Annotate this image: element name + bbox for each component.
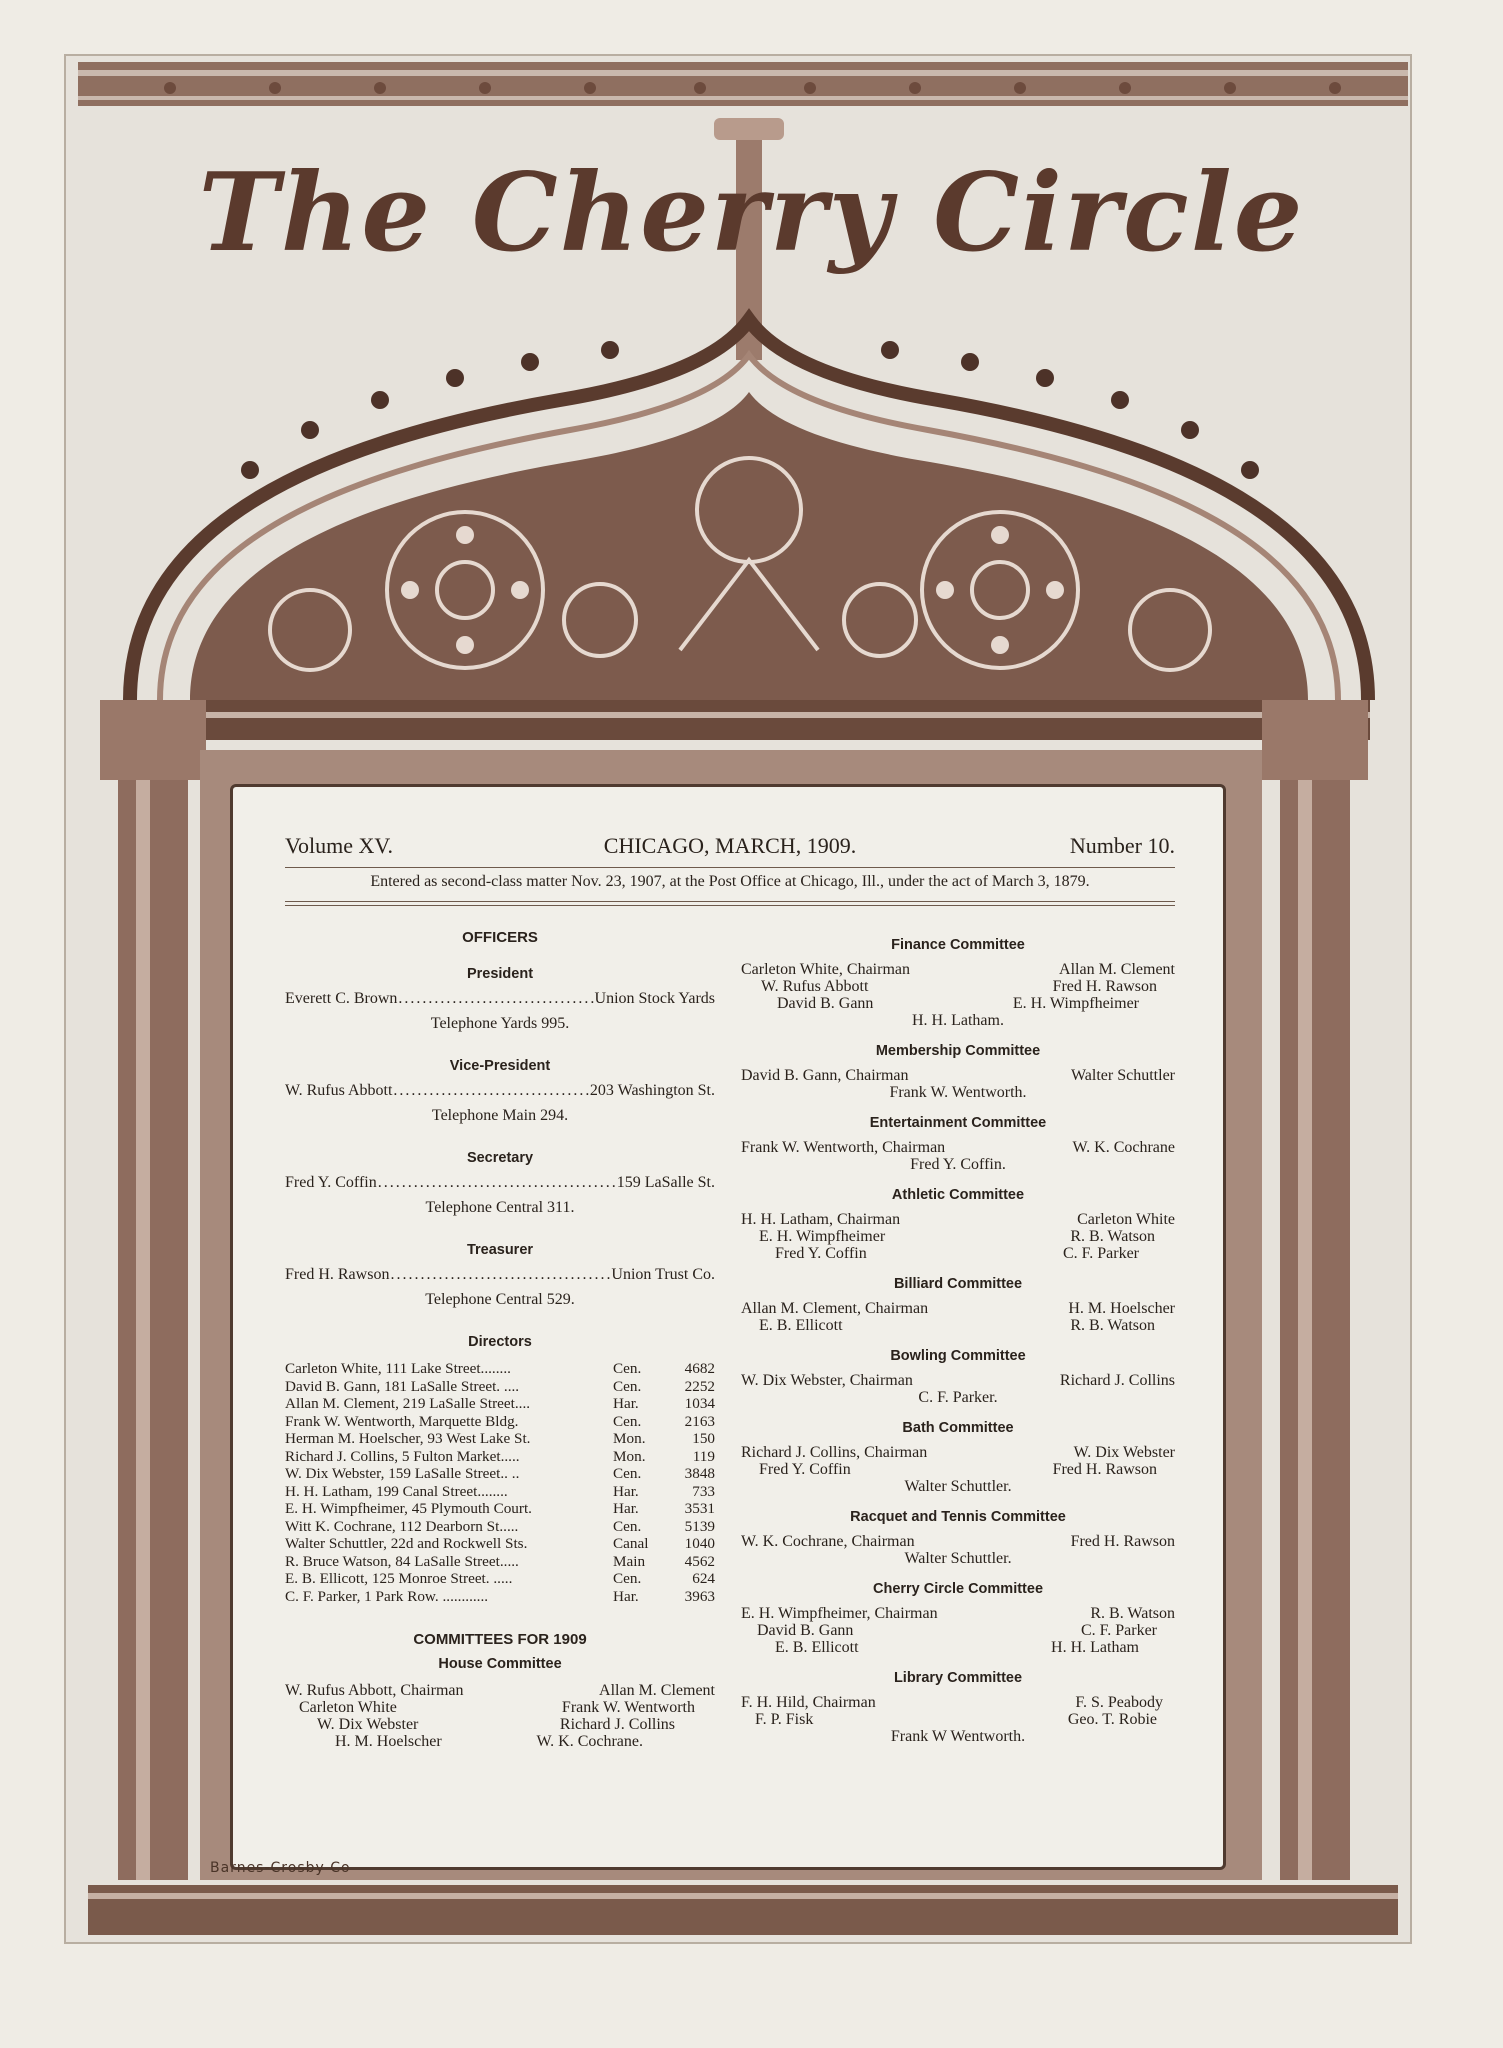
engraver-credit: Barnes-Crosby Co <box>210 1860 351 1876</box>
director-phone-number: 150 <box>692 1430 715 1447</box>
member-name: C. F. Parker. <box>918 1389 998 1406</box>
athletic-committee-title: Athletic Committee <box>891 1187 1025 1203</box>
president-entry <box>285 990 715 1008</box>
issue-number: Number 10. <box>1069 833 1175 858</box>
director-name-address: H. H. Latham, 199 Canal Street........ <box>285 1482 508 1500</box>
member-name: Carleton White <box>299 1699 397 1716</box>
entertainment-committee-title: Entertainment Committee <box>869 1115 1047 1131</box>
entry-notice: Entered as second-class matter Nov. 23, 1907, at the Post Office at Chicago, Ill., under the act of March 3, 1879. <box>370 873 1090 890</box>
library-committee-title: Library Committee <box>893 1670 1023 1686</box>
director-phone-number: 2252 <box>684 1377 715 1395</box>
director-phone-number: 2163 <box>684 1412 715 1430</box>
member-name: F. P. Fisk <box>755 1711 814 1728</box>
member-name: Richard J. Collins <box>1059 1372 1175 1389</box>
secretary-title: Secretary <box>466 1150 534 1166</box>
member-name: Geo. T. Robie <box>1067 1711 1157 1728</box>
racquet-committee-members <box>741 1533 1175 1567</box>
cherry-circle-committee-members <box>741 1605 1175 1656</box>
finial <box>714 118 784 140</box>
member-name: W. Dix Webster <box>317 1716 419 1733</box>
director-exchange: Cen. <box>613 1412 642 1430</box>
member-name: W. K. Cochrane, Chairman <box>741 1533 915 1550</box>
library-committee-members <box>741 1694 1175 1745</box>
member-name: E. H. Wimpfheimer <box>759 1228 886 1245</box>
rule <box>285 867 1175 868</box>
officer-phone: Telephone Central 311. <box>425 1199 575 1216</box>
member-name: E. H. Wimpfheimer <box>1012 995 1139 1012</box>
member-name: W. K. Cochrane. <box>536 1733 643 1750</box>
entertainment-committee-members <box>741 1139 1175 1173</box>
bath-committee-members <box>741 1444 1175 1495</box>
secretary-entry <box>285 1174 715 1192</box>
membership-committee-title: Membership Committee <box>875 1043 1041 1059</box>
director-phone-number: 3848 <box>684 1465 715 1482</box>
left-column <box>118 780 188 1880</box>
director-exchange: Cen. <box>613 1517 642 1535</box>
director-exchange: Har. <box>613 1395 639 1412</box>
officers-heading: OFFICERS <box>462 929 538 946</box>
member-name: Carleton White, Chairman <box>741 961 910 978</box>
racquet-committee-title: Racquet and Tennis Committee <box>850 1509 1066 1525</box>
contents-panel <box>230 784 1226 1870</box>
member-name: H. M. Hoelscher <box>1068 1300 1175 1317</box>
member-name: Fred Y. Coffin <box>759 1461 851 1478</box>
treasurer-title: Treasurer <box>466 1242 534 1258</box>
house-committee-title: House Committee <box>438 1656 562 1672</box>
director-exchange: Cen. <box>613 1570 642 1587</box>
officer-phone: Telephone Main 294. <box>431 1107 569 1124</box>
director-name-address: Allan M. Clement, 219 LaSalle Street.... <box>285 1395 531 1412</box>
directors-heading: Directors <box>468 1334 532 1350</box>
officer-name: Fred H. Rawson <box>285 1266 390 1283</box>
cherry-circle-committee-title: Cherry Circle Committee <box>872 1581 1044 1597</box>
member-name: H. H. Latham. <box>912 1012 1004 1029</box>
director-name-address: C. F. Parker, 1 Park Row. ............ <box>285 1587 489 1605</box>
director-name-address: Carleton White, 111 Lake Street........ <box>285 1360 511 1377</box>
left-capital <box>100 700 206 780</box>
member-name: R. B. Watson <box>1070 1228 1155 1245</box>
right-column <box>1280 780 1350 1880</box>
member-name: Frank W. Wentworth. <box>889 1084 1027 1101</box>
director-phone-number: 5139 <box>684 1517 715 1535</box>
bowling-committee-title: Bowling Committee <box>890 1348 1026 1364</box>
treasurer-entry <box>285 1266 715 1284</box>
member-name: C. F. Parker <box>1080 1622 1157 1639</box>
member-name: Walter Schuttler. <box>904 1478 1012 1495</box>
member-name: F. H. Hild, Chairman <box>741 1694 876 1711</box>
bowling-committee-members <box>741 1372 1175 1406</box>
member-name: David B. Gann, Chairman <box>741 1067 909 1084</box>
billiard-committee-members <box>741 1300 1175 1334</box>
member-name: Allan M. Clement <box>599 1682 715 1699</box>
director-exchange: Cen. <box>613 1377 642 1395</box>
member-name: F. S. Peabody <box>1075 1694 1163 1711</box>
athletic-committee-members <box>741 1211 1175 1262</box>
house-committee-members <box>285 1682 715 1750</box>
director-name-address: R. Bruce Watson, 84 LaSalle Street..... <box>285 1552 519 1570</box>
member-name: Frank W Wentworth. <box>890 1728 1026 1745</box>
member-name: Fred Y. Coffin. <box>910 1156 1006 1173</box>
rule <box>285 901 1175 902</box>
officers-column <box>285 929 715 1750</box>
member-name: Allan M. Clement, Chairman <box>741 1300 929 1317</box>
member-name: E. B. Ellicott <box>775 1639 859 1656</box>
director-name-address: Witt K. Cochrane, 112 Dearborn St..... <box>285 1517 519 1535</box>
rule <box>285 905 1175 906</box>
officer-address: 203 Washington St. <box>589 1082 715 1099</box>
director-name-address: Frank W. Wentworth, Marquette Bldg. <box>285 1412 519 1430</box>
dateline: CHICAGO, MARCH, 1909. <box>603 833 857 858</box>
officer-address: Union Stock Yards <box>594 990 715 1007</box>
right-capital <box>1262 700 1368 780</box>
member-name: Walter Schuttler <box>1070 1067 1175 1084</box>
director-phone-number: 733 <box>692 1482 715 1500</box>
member-name: Walter Schuttler. <box>904 1550 1012 1567</box>
committees-heading: COMMITTEES FOR 1909 <box>413 1631 587 1648</box>
director-exchange: Cen. <box>613 1360 642 1377</box>
directors-list <box>285 1360 715 1605</box>
director-phone-number: 3963 <box>684 1587 715 1605</box>
director-name-address: Walter Schuttler, 22d and Rockwell Sts. <box>285 1535 528 1552</box>
member-name: Richard J. Collins <box>559 1716 675 1733</box>
member-name: E. H. Wimpfheimer, Chairman <box>741 1605 938 1622</box>
director-exchange: Har. <box>613 1500 639 1517</box>
director-exchange: Har. <box>613 1482 639 1500</box>
member-name: W. K. Cochrane <box>1072 1139 1175 1156</box>
base <box>88 1885 1398 1935</box>
director-phone-number: 624 <box>692 1570 715 1587</box>
billiard-committee-title: Billiard Committee <box>893 1276 1023 1292</box>
officer-name: Everett C. Brown <box>285 990 398 1007</box>
director-name-address: David B. Gann, 181 LaSalle Street. .... <box>285 1377 520 1395</box>
director-exchange: Mon. <box>613 1430 646 1447</box>
member-name: David B. Gann <box>757 1622 854 1639</box>
committees-column <box>741 937 1175 1745</box>
director-exchange: Har. <box>613 1587 639 1605</box>
bath-committee-title: Bath Committee <box>902 1420 1014 1436</box>
member-name: David B. Gann <box>777 995 874 1012</box>
member-name: H. H. Latham <box>1051 1639 1139 1656</box>
masthead-title: The Cherry Circle <box>198 150 1305 276</box>
membership-committee-members <box>741 1067 1175 1101</box>
member-name: Fred H. Rawson <box>1052 978 1157 995</box>
director-name-address: E. B. Ellicott, 125 Monroe Street. ..... <box>285 1570 513 1587</box>
director-phone-number: 3531 <box>684 1500 715 1517</box>
director-phone-number: 119 <box>692 1447 715 1465</box>
officer-phone: Telephone Central 529. <box>425 1291 575 1308</box>
member-name: C. F. Parker <box>1062 1245 1139 1262</box>
finance-committee-members <box>741 961 1175 1029</box>
officer-name: W. Rufus Abbott <box>285 1082 393 1099</box>
officer-phone: Telephone Yards 995. <box>430 1015 570 1032</box>
director-phone-number: 1040 <box>684 1535 715 1552</box>
member-name: Carleton White <box>1077 1211 1175 1228</box>
director-phone-number: 4562 <box>684 1552 715 1570</box>
member-name: W. Rufus Abbott, Chairman <box>285 1682 464 1699</box>
director-phone-number: 4682 <box>684 1360 715 1377</box>
member-name: R. B. Watson <box>1090 1605 1175 1622</box>
member-name: H. H. Latham, Chairman <box>741 1211 901 1228</box>
director-phone-number: 1034 <box>684 1395 715 1412</box>
officer-address: Union Trust Co. <box>611 1266 715 1283</box>
member-name: R. B. Watson <box>1070 1317 1155 1334</box>
director-name-address: Herman M. Hoelscher, 93 West Lake St. <box>285 1430 531 1447</box>
issue-header <box>285 833 1175 863</box>
member-name: Frank W. Wentworth, Chairman <box>741 1139 946 1156</box>
director-exchange: Main <box>613 1552 646 1570</box>
vice-president-entry <box>285 1082 715 1100</box>
director-name-address: Richard J. Collins, 5 Fulton Market..... <box>285 1447 520 1465</box>
lintel <box>130 700 1370 740</box>
member-name: W. Rufus Abbott <box>761 978 869 995</box>
officer-address: 159 LaSalle St. <box>616 1174 715 1191</box>
volume-label: Volume XV. <box>285 833 393 858</box>
member-name: W. Dix Webster, Chairman <box>741 1372 913 1389</box>
president-title: President <box>466 966 534 982</box>
vice-president-title: Vice-President <box>449 1058 551 1074</box>
finance-committee-title: Finance Committee <box>891 937 1025 953</box>
director-name-address: E. H. Wimpfheimer, 45 Plymouth Court. <box>285 1500 532 1517</box>
director-exchange: Mon. <box>613 1447 646 1465</box>
member-name: Fred H. Rawson <box>1070 1533 1175 1550</box>
member-name: Allan M. Clement <box>1059 961 1175 978</box>
director-exchange: Cen. <box>613 1465 642 1482</box>
officer-name: Fred Y. Coffin <box>285 1174 377 1191</box>
member-name: Fred Y. Coffin <box>775 1245 867 1262</box>
director-exchange: Canal <box>613 1535 649 1552</box>
director-name-address: W. Dix Webster, 159 LaSalle Street.. .. <box>285 1465 520 1482</box>
member-name: W. Dix Webster <box>1073 1444 1175 1461</box>
member-name: Fred H. Rawson <box>1052 1461 1157 1478</box>
member-name: E. B. Ellicott <box>759 1317 843 1334</box>
member-name: Frank W. Wentworth <box>561 1699 695 1716</box>
member-name: Richard J. Collins, Chairman <box>741 1444 928 1461</box>
member-name: H. M. Hoelscher <box>335 1733 442 1750</box>
